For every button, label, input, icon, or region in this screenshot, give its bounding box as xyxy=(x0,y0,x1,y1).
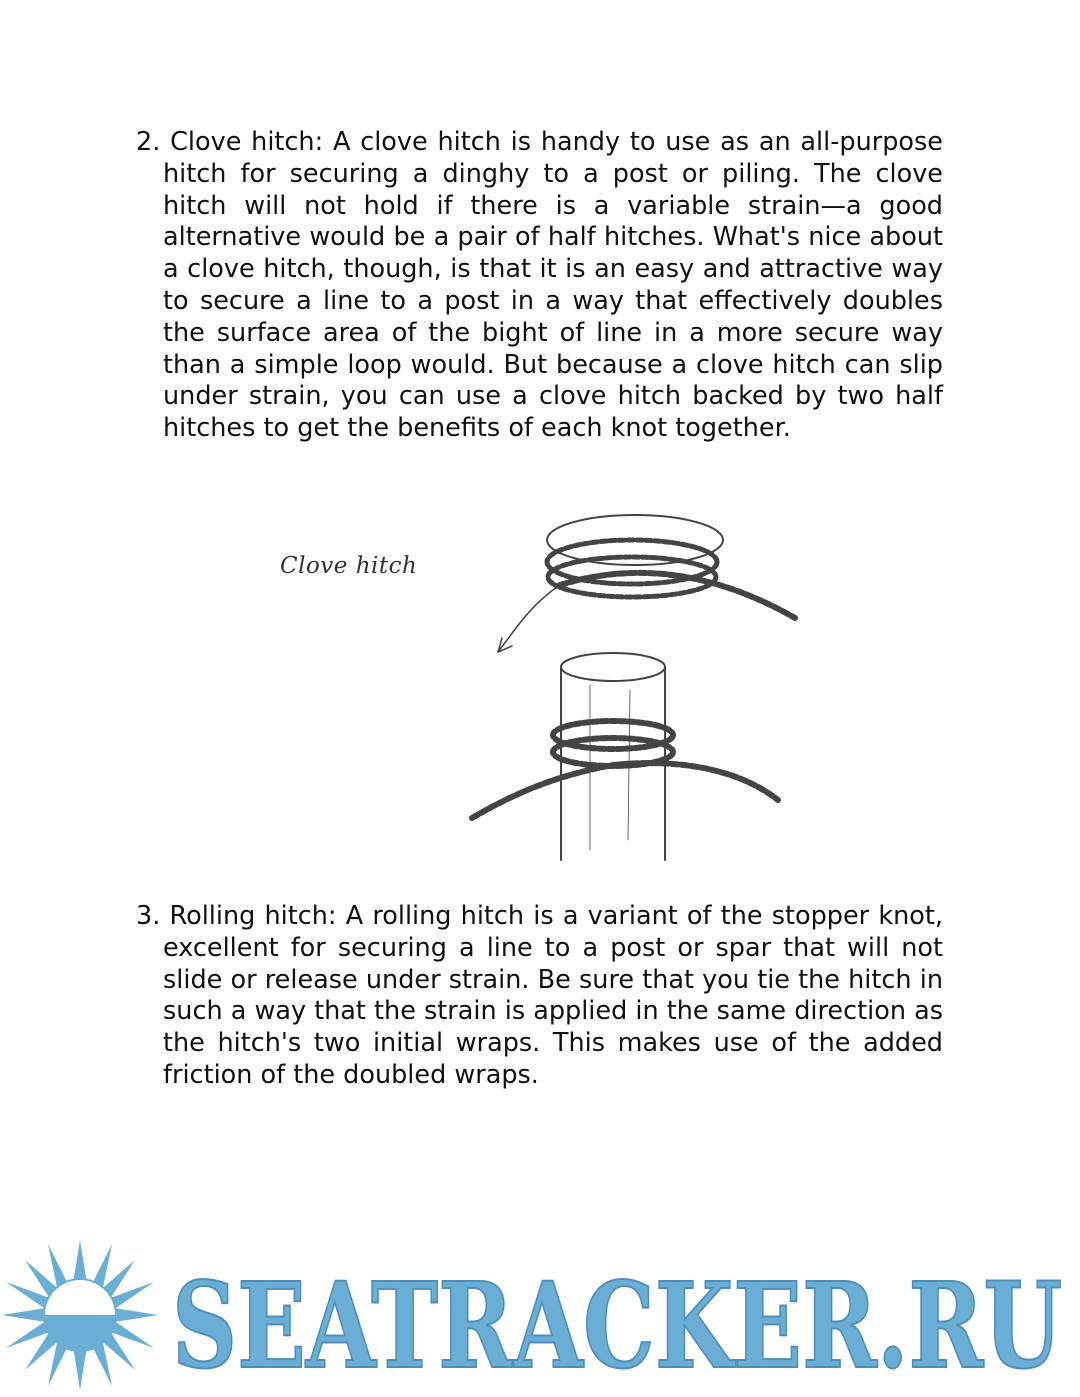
sun-icon xyxy=(2,1240,158,1390)
paragraph-clove-hitch: 2. Clove hitch: A clove hitch is handy to use as an all-purpose hitch for securing a dinghy to a post or piling. The clove hitch will not hold if there is a variable strain—a good alternative would be a pair of half hitches. What's nice about a clove hitch, though, is that it is an easy and attractive way to secure a line to a post in a way that effectively doubles the surface area of the bight of line in a more secure way than a simple loop would. But because a clove hitch can slip under strain, you can use a clove hitch backed by two half hitches to get the benefits of each knot together. xyxy=(136,127,943,444)
post-drawing xyxy=(561,653,665,860)
paragraph-rolling-hitch: 3. Rolling hitch: A rolling hitch is a variant of the stopper knot, excellent for securing a line to a post or spar that will not slide or release under strain. Be sure that you tie the hitch in such a way that the strain is applied in the same direction as the hitch's two initial wraps. This makes use of the added friction of the doubled wraps. xyxy=(136,901,943,1090)
clove-hitch-loops-drawing xyxy=(498,515,795,652)
watermark-text: SEATRACKER.RU xyxy=(172,1256,1062,1395)
watermark-banner xyxy=(0,1230,1080,1397)
hitch-on-post-drawing xyxy=(472,721,778,818)
figure-caption: Clove hitch xyxy=(280,553,418,579)
